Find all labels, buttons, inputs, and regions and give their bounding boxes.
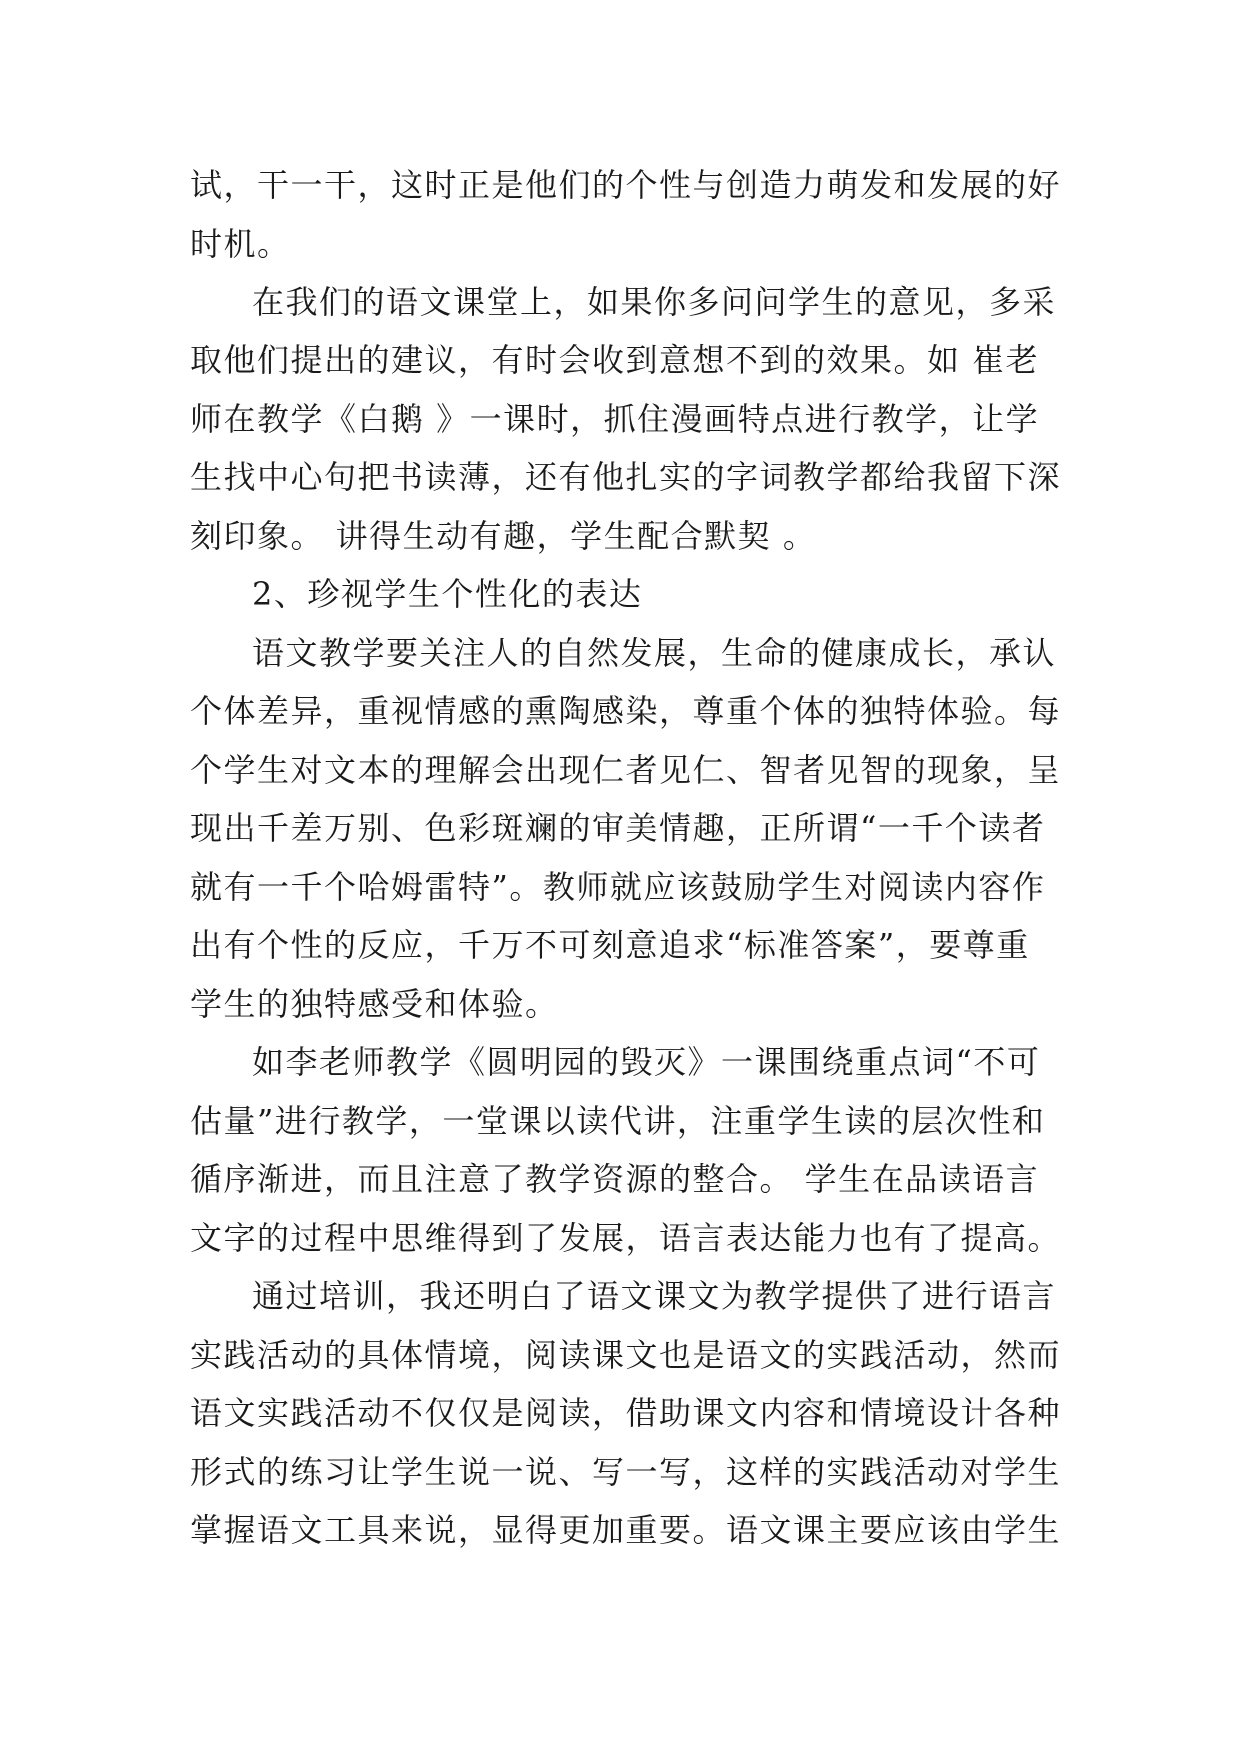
text-line: 循序渐进，而且注意了教学资源的整合。 学生在品读语言 <box>190 1160 1040 1198</box>
paragraph-start-line: 通过培训，我还明白了语文课文为教学提供了进行语言 <box>252 1277 1057 1315</box>
section-heading: 2、珍视学生个性化的表达 <box>252 575 643 613</box>
text-line: 掌握语文工具来说，显得更加重要。语文课主要应该由学生 <box>190 1511 1062 1549</box>
text-line: 取他们提出的建议，有时会收到意想不到的效果。如 崔老 <box>190 341 1040 379</box>
text-line: 出有个性的反应，千万不可刻意追求“标准答案”，要尊重 <box>190 926 1030 964</box>
text-line: 现出千差万别、色彩斑斓的审美情趣，正所谓“一千个读者 <box>190 809 1046 847</box>
text-line: 估量”进行教学，一堂课以读代讲，注重学生读的层次性和 <box>190 1102 1046 1140</box>
paragraph-start-line: 如李老师教学《圆明园的毁灭》一课围绕重点词“不可 <box>252 1043 1041 1081</box>
text-line: 个学生对文本的理解会出现仁者见仁、智者见智的现象，呈 <box>190 751 1062 789</box>
text-line: 学生的独特感受和体验。 <box>190 985 559 1023</box>
paragraph-start-line: 在我们的语文课堂上，如果你多问问学生的意见，多采 <box>252 283 1057 321</box>
text-line: 师在教学《白鹅 》一课时，抓住漫画特点进行教学，让学 <box>190 400 1040 438</box>
text-line: 语文实践活动不仅仅是阅读，借助课文内容和情境设计各种 <box>190 1394 1062 1432</box>
text-line: 文字的过程中思维得到了发展，语言表达能力也有了提高。 <box>190 1219 1062 1257</box>
text-line: 时机。 <box>190 225 291 263</box>
text-line: 个体差异，重视情感的熏陶感染，尊重个体的独特体验。每 <box>190 692 1062 730</box>
text-line: 就有一千个哈姆雷特”。教师就应该鼓励学生对阅读内容作 <box>190 868 1046 906</box>
text-line: 生找中心句把书读薄，还有他扎实的字词教学都给我留下深 <box>190 458 1062 496</box>
text-line: 刻印象。 讲得生动有趣，学生配合默契 。 <box>190 517 817 555</box>
text-line: 形式的练习让学生说一说、写一写，这样的实践活动对学生 <box>190 1453 1062 1491</box>
paragraph-start-line: 语文教学要关注人的自然发展，生命的健康成长，承认 <box>252 634 1057 672</box>
text-line: 试，干一干，这时正是他们的个性与创造力萌发和发展的好 <box>190 166 1062 204</box>
text-line: 实践活动的具体情境，阅读课文也是语文的实践活动，然而 <box>190 1336 1062 1374</box>
